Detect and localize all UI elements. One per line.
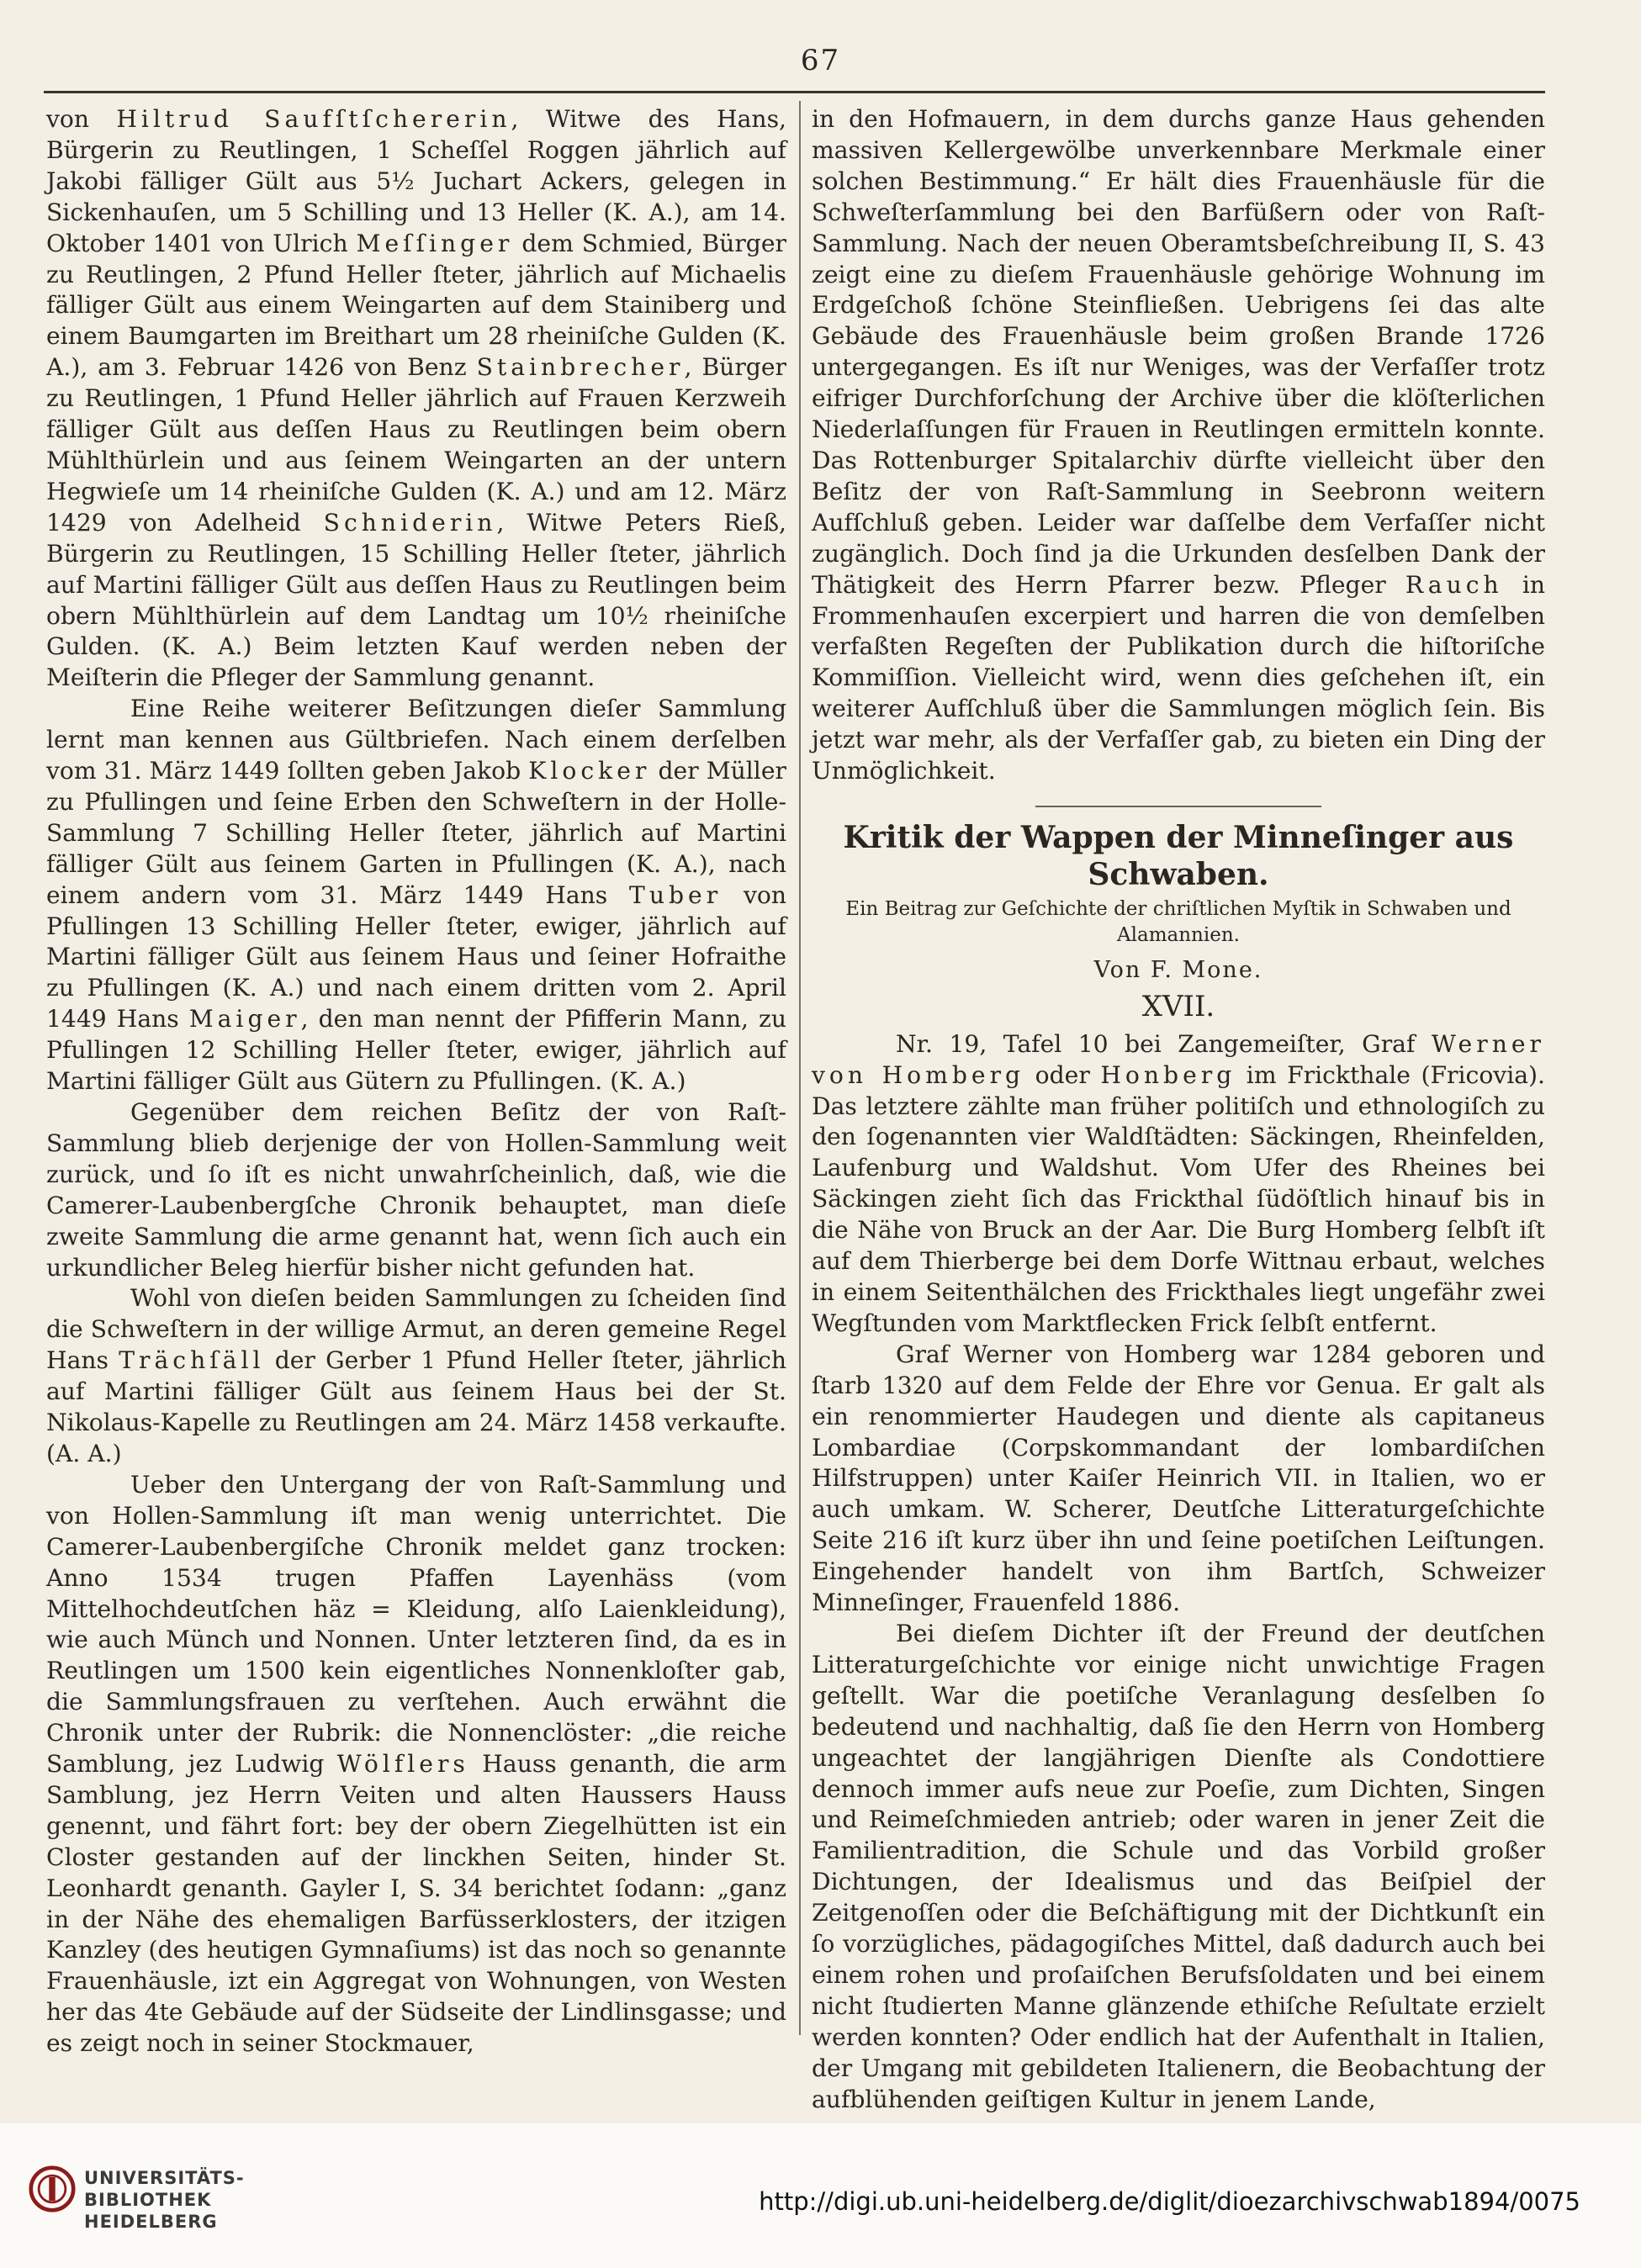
paragraph: Graf Werner von Homberg war 1284 geboren und ſtarb 1320 auf dem Felde der Ehre vor Genua. Er galt als ein renommierter Haudegen und diente als capitaneus Lombardiae (Corpskommandant der lombardiſchen Hilfstruppen) unter Kaiſer Heinrich VII. in Italien, wo er auch umkam. W. Scherer, Deutſche Litteraturgeſchichte Seite 216 iſt kurz über ihn und ſeine poetiſchen Leiſtungen. Eingehender handelt von ihm Bartſch, Schweizer Minneſinger, Frauenfeld 1886.: [812, 1340, 1545, 1617]
source-url[interactable]: http://digi.ub.uni-heidelberg.de/diglit/dioezarchivschwab1894/0075: [759, 2187, 1580, 2216]
paragraph: Eine Reihe weiterer Beſitzungen dieſer Sammlung lernt man kennen aus Gültbriefen. Nach einem derſelben vom 31. März 1449 ſollten geben Jakob Klocker der Müller zu Pfullingen und ſeine Erben den Schweſtern in der Holle-Sammlung 7 Schilling Heller ſteter, jährlich auf Martini fälliger Gült aus ſeinem Garten in Pfullingen (K. A.), nach einem andern vom 31. März 1449 Hans Tuber von Pfullingen 13 Schilling Heller ſteter, ewiger, jährlich auf Martini fälliger Gült aus ſeinem Haus und ſeiner Hofraithe zu Pfullingen (K. A.) und nach einem dritten vom 2. April 1449 Hans Maiger, den man nennt der Pfifferin Mann, zu Pfullingen 12 Schilling Heller ſteter, ewiger, jährlich auf Martini fälliger Gült aus Gütern zu Pfullingen. (K. A.): [46, 695, 786, 1096]
paragraph: von Hiltrud Saufſtſchererin, Witwe des Hans, Bürgerin zu Reutlingen, 1 Scheſſel Roggen jährlich auf Jakobi fälliger Gült aus 5½ Juchart Ackers, gelegen in Sickenhauſen, um 5 Schilling und 13 Heller (K. A.), am 14. Oktober 1401 von Ulrich Meſſinger dem Schmied, Bürger zu Reutlingen, 2 Pfund Heller ſteter, jährlich auf Michaelis fälliger Gült aus einem Weingarten auf dem Stainiberg und einem Baumgarten im Breithart um 28 rheiniſche Gulden (K. A.), am 3. Februar 1426 von Benz Stainbrecher, Bürger zu Reutlingen, 1 Pfund Heller jährlich auf Frauen Kerzweih fälliger Gült aus deſſen Haus zu Reutlingen beim obern Mühlthürlein und aus ſeinem Weingarten an der untern Hegwieſe um 14 rheiniſche Gulden (K. A.) und am 12. März 1429 von Adelheid Schniderin, Witwe Peters Rieß, Bürgerin zu Reutlingen, 15 Schilling Heller ſteter, jährlich auf Martini fälliger Gült aus deſſen Haus zu Reutlingen beim obern Mühlthürlein auf dem Landtag um 10½ rheiniſche Gulden. (K. A.) Beim letzten Kauf werden neben der Meiſterin die Pfleger der Sammlung genannt.: [46, 105, 787, 692]
page-number: 67: [800, 44, 841, 77]
paragraph: Bei dieſem Dichter iſt der Freund der deutſchen Litteraturgeſchichte vor einige nicht unwichtige Fragen geſtellt. War die poetiſche Veranlagung desſelben ſo bedeutend und nachhaltig, daß ſie den Herrn von Homberg ungeachtet der langjährigen Dienſte als Condottiere dennoch immer aufs neue zur Poeſie, zum Dichten, Singen und Reimeſchmieden antrieb; oder waren in jener Zeit die Familientradition, die Schule und das Vorbild großer Dichtungen, der Idealismus und das Beiſpiel der Zeitgenoſſen oder die Beſchäftigung mit der Dichtkunſt ein ſo vorzügliches, pädagogiſches Mittel, daß dadurch auch bei einem rohen und proſaiſchen Berufsſoldaten und bei einem nicht ſtudierten Manne glänzende ethiſche Reſultate erzielt werden konnten? Oder endlich hat der Aufenthalt in Italien, der Umgang mit gebildeten Italienern, die Beobachtung der aufblühenden geiſtigen Kultur in jenem Lande,: [812, 1619, 1545, 2113]
right-column: [812, 104, 1545, 2115]
paragraph: Wohl von dieſen beiden Sammlungen zu ſcheiden ſind die Schweſtern in der willige Armut, an deren gemeine Regel Hans Trächſäll der Gerber 1 Pfund Heller ſteter, jährlich auf Martini fälliger Gült aus ſeinem Haus bei der St. Nikolaus-Kapelle zu Reutlingen am 24. März 1458 verkaufte. (A. A.): [46, 1284, 786, 1467]
paragraph: Gegenüber dem reichen Beſitz der von Raſt-Sammlung blieb derjenige der von Hollen-Sammlung weit zurück, und ſo iſt es nicht unwahrſcheinlich, daß, wie die Camerer-Laubenbergſche Chronik behauptet, man dieſe zweite Sammlung die arme genannt hat, wenn ſich auch ein urkundlicher Beleg hierfür bisher nicht gefunden hat.: [46, 1098, 786, 1282]
library-name-line2: BIBLIOTHEK: [84, 2190, 212, 2210]
header-rule: [44, 91, 1545, 93]
paragraph: in den Hofmauern, in dem durchs ganze Haus gehenden massiven Kellergewölbe unverkennbare Merkmale einer solchen Bestimmung.“ Er hält dies Frauenhäusle für die Schweſterſammlung bei den Barfüßern oder von Raſt-Sammlung. Nach der neuen Oberamtsbeſchreibung II, S. 43 zeigt eine zu dieſem Frauenhäusle gehörige Wohnung im Erdgeſchoß ſchöne Steinfließen. Uebrigens ſei das alte Gebäude des Frauenhäusle beim großen Brande 1726 untergegangen. Es iſt nur Weniges, was der Verfaſſer trotz eifriger Durchforſchung der Archive über die klöſterlichen Niederlaſſungen für Frauen in Reutlingen ermitteln konnte. Das Rottenburger Spitalarchiv dürfte vielleicht über den Beſitz der von Raſt-Sammlung in Seebronn weitern Aufſchluß geben. Leider war daſſelbe dem Verfaſſer nicht zugänglich. Doch ſind ja die Urkunden desſelben Dank der Thätigkeit des Herrn Pfarrer bezw. Pfleger Rauch in Frommenhauſen excerpiert und harren die von demſelben verfaßten Regeſten der Publikation durch die hiſtoriſche Kommiſſion. Vielleicht wird, wenn dies geſchehen iſt, ein weiterer Aufſchluß über die Sammlungen möglich ſein. Bis jetzt war mehr, als der Verfaſſer gab, zu bieten ein Ding der Unmöglichkeit.: [812, 105, 1545, 785]
library-name-line1: UNIVERSITÄTS-: [84, 2168, 245, 2188]
section-divider: [1035, 806, 1321, 807]
article-title: Kritik der Wappen der Minneſinger aus Schwaben.: [843, 819, 1514, 892]
column-divider: [799, 101, 801, 2035]
article-author: Von F. Mone.: [1093, 956, 1263, 983]
paragraph: Nr. 19, Tafel 10 bei Zangemeiſter, Graf Werner von Homberg oder Honberg im Frickthale (Fricovia). Das letztere zählte man früher politiſch und ethnologiſch zu den ſogenannten vier Waldſtädten: Säckingen, Rheinfelden, Laufenburg und Waldshut. Vom Ufer des Rheines bei Säckingen zieht ſich das Frickthal ſüdöſtlich hinauf bis in die Nähe von Bruck an der Aar. Die Burg Homberg ſelbſt iſt auf dem Thierberge bei dem Dorfe Wittnau erbaut, welches in einem Seitenthälchen des Frickthales liegt ungefähr zwei Wegſtunden vom Marktflecken Frick ſelbſt entfernt.: [812, 1029, 1545, 1337]
library-name: [84, 2167, 245, 2233]
library-seal-icon: [29, 2165, 76, 2212]
right-column-top-text: [812, 104, 1545, 787]
article-number: XVII.: [1141, 989, 1215, 1023]
article-subtitle: Ein Beitrag zur Geſchichte der chriſtlichen Myſtik in Schwaben und Alamannien.: [845, 897, 1511, 946]
paragraph: Ueber den Untergang der von Raſt-Sammlung und von Hollen-Sammlung iſt man wenig unterrichtet. Die Camerer-Laubenbergiſche Chronik meldet ganz trocken: Anno 1534 trugen Pfaffen Layenhäss (vom Mittelhochdeutſchen häz = Kleidung, alſo Laienkleidung), wie auch Münch und Nonnen. Unter letzteren ſind, da es in Reutlingen um 1500 kein eigentliches Nonnenkloſter gab, die Sammlungsfrauen zu verſtehen. Auch erwähnt die Chronik unter der Rubrik: die Nonnenclöster: „die reiche Samblung, jez Ludwig Wölflers Hauss genanth, die arm Samblung, jez Herrn Veiten und alten Haussers Hauss genennt, und fährt fort: bey der obern Ziegelhütten ist ein Closter gestanden auf der linckhen Seiten, hinder St. Leonhardt genanth. Gayler I, S. 34 berichtet ſodann: „ganz in der Nähe des ehemaligen Barfüsserklosters, der itzigen Kanzley (des heutigen Gymnaſiums) ist das noch so genannte Frauenhäusle, izt ein Aggregat von Wohnungen, von Westen her das 4te Gebäude auf der Südseite der Lindlinsgasse; und es zeigt noch in seiner Stockmauer,: [46, 1470, 786, 2058]
library-name-line3: HEIDELBERG: [84, 2212, 218, 2232]
left-column: [46, 104, 786, 2059]
right-column-article-text: [812, 1029, 1545, 2116]
footer: [0, 2123, 1641, 2268]
